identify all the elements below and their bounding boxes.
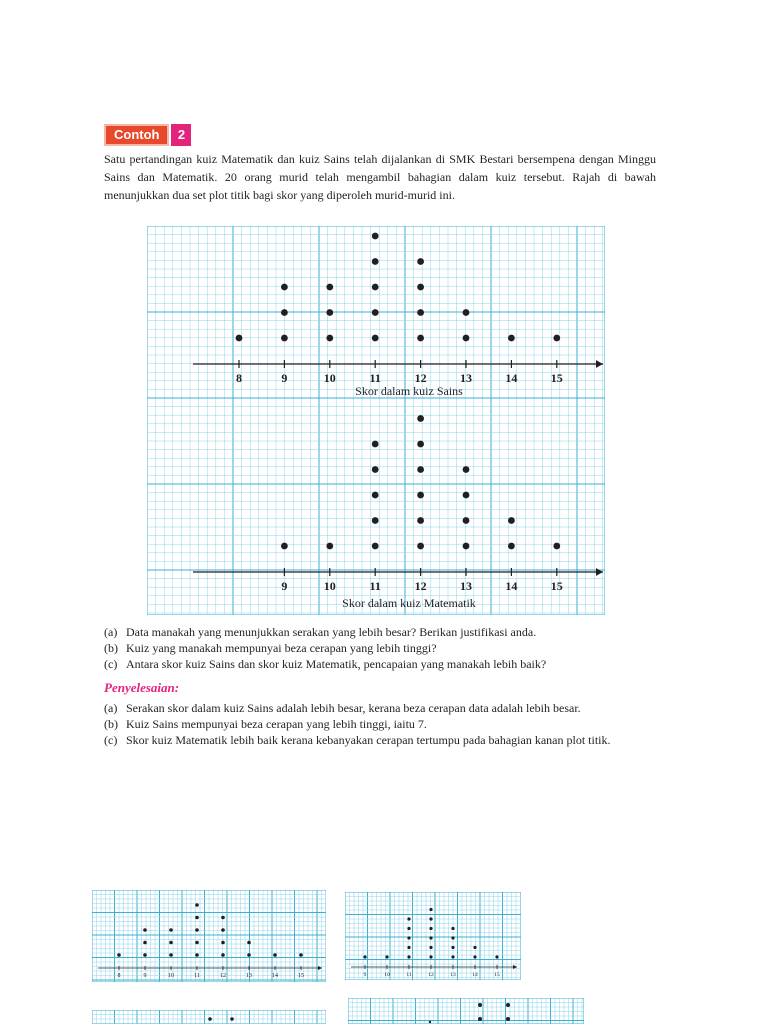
data-dot bbox=[417, 415, 424, 422]
data-dot bbox=[221, 916, 225, 920]
data-dot bbox=[407, 955, 410, 958]
data-dot bbox=[247, 941, 251, 945]
data-dot bbox=[417, 441, 424, 448]
data-dot bbox=[221, 941, 225, 945]
dot-plots-svg bbox=[147, 226, 605, 615]
answer-list bbox=[104, 700, 656, 748]
data-dot bbox=[372, 466, 379, 473]
answer-item: (a) Serakan skor dalam kuiz Sains adalah lebih besar, kerana beza cerapan data adalah lebih besar. bbox=[104, 701, 581, 715]
x-tick-label: 8 bbox=[117, 973, 121, 979]
example-number: 2 bbox=[171, 124, 191, 146]
dot-plot-graph-paper bbox=[147, 226, 605, 615]
thumbnail-dot-plot-c bbox=[92, 1010, 326, 1024]
x-tick-label: 12 bbox=[414, 371, 427, 385]
data-dot bbox=[117, 953, 121, 957]
x-tick-label: 12 bbox=[428, 972, 434, 978]
data-dot bbox=[326, 335, 333, 342]
x-tick-label: 9 bbox=[281, 579, 288, 593]
data-dot bbox=[451, 955, 454, 958]
thumbnail-grid bbox=[348, 998, 584, 1024]
data-dot bbox=[451, 936, 454, 939]
example-tag bbox=[104, 124, 191, 146]
data-dot bbox=[417, 309, 424, 316]
data-dot bbox=[463, 492, 470, 499]
data-dot bbox=[372, 335, 379, 342]
x-tick-label: 8 bbox=[236, 371, 242, 385]
answer-item: (c) Skor kuiz Matematik lebih baik kerana kebanyakan cerapan tertumpu pada bahagian kanan plot titik. bbox=[104, 733, 611, 747]
x-tick-label: 14 bbox=[472, 972, 478, 978]
data-dot bbox=[195, 928, 199, 932]
x-tick-label: 11 bbox=[406, 972, 412, 978]
data-dot bbox=[281, 335, 288, 342]
data-dot bbox=[273, 953, 277, 957]
data-dot bbox=[553, 335, 560, 342]
question-list bbox=[104, 624, 656, 672]
data-dot bbox=[281, 309, 288, 316]
data-dot bbox=[230, 1017, 234, 1021]
data-dot bbox=[417, 284, 424, 291]
data-dot bbox=[407, 917, 410, 920]
x-tick-label: 14 bbox=[505, 371, 518, 385]
x-tick-label: 14 bbox=[272, 973, 278, 979]
data-dot bbox=[495, 955, 498, 958]
data-dot bbox=[299, 953, 303, 957]
data-dot bbox=[463, 309, 470, 316]
x-tick-label: 9 bbox=[281, 371, 288, 385]
data-dot bbox=[473, 946, 476, 949]
thumbnail-dot-plot-a bbox=[92, 890, 326, 982]
data-dot bbox=[281, 284, 288, 291]
data-dot bbox=[195, 903, 199, 907]
x-tick-label: 13 bbox=[246, 973, 252, 979]
x-tick-label: 15 bbox=[494, 972, 500, 978]
solution-heading: Penyelesaian: bbox=[104, 680, 180, 695]
data-dot bbox=[195, 916, 199, 920]
data-dot bbox=[372, 309, 379, 316]
x-tick-label: 15 bbox=[298, 973, 304, 979]
data-dot bbox=[478, 1003, 482, 1007]
data-dot bbox=[429, 1021, 431, 1023]
data-dot bbox=[463, 543, 470, 550]
data-dot bbox=[429, 946, 432, 949]
x-tick-label: 15 bbox=[550, 579, 563, 593]
data-dot bbox=[385, 955, 388, 958]
data-dot bbox=[363, 955, 366, 958]
data-dot bbox=[372, 543, 379, 550]
data-dot bbox=[143, 953, 147, 957]
data-dot bbox=[236, 335, 243, 342]
data-dot bbox=[506, 1003, 510, 1007]
x-axis-label: Skor dalam kuiz Sains bbox=[355, 384, 463, 398]
data-dot bbox=[169, 928, 173, 932]
data-dot bbox=[508, 543, 515, 550]
data-dot bbox=[429, 936, 432, 939]
question-item: (b) Kuiz yang manakah mempunyai beza cerapan yang lebih tinggi? bbox=[104, 641, 437, 655]
data-dot bbox=[372, 284, 379, 291]
data-dot bbox=[169, 953, 173, 957]
x-tick-label: 13 bbox=[460, 371, 472, 385]
data-dot bbox=[143, 928, 147, 932]
data-dot bbox=[372, 441, 379, 448]
x-tick-label: 11 bbox=[369, 579, 381, 593]
x-tick-label: 14 bbox=[505, 579, 518, 593]
intro-paragraph: Satu pertandingan kuiz Matematik dan kuiz Sains telah dijalankan di SMK Bestari bersempena dengan Minggu Sains dan Matematik. 20 orang murid telah mengambil bahagian dalam kuiz tersebut. Rajah di bawah menunjukkan dua set plot titik bagi skor yang diperoleh murid-murid ini. bbox=[104, 152, 656, 202]
data-dot bbox=[429, 955, 432, 958]
data-dot bbox=[372, 258, 379, 265]
x-axis-label: Skor dalam kuiz Matematik bbox=[342, 596, 476, 610]
data-dot bbox=[478, 1017, 482, 1021]
data-dot bbox=[407, 946, 410, 949]
data-dot bbox=[195, 953, 199, 957]
x-tick-label: 10 bbox=[384, 972, 390, 978]
data-dot bbox=[553, 543, 560, 550]
data-dot bbox=[417, 258, 424, 265]
data-dot bbox=[208, 1017, 212, 1021]
data-dot bbox=[143, 941, 147, 945]
data-dot bbox=[247, 953, 251, 957]
x-tick-label: 9 bbox=[363, 972, 367, 978]
data-dot bbox=[508, 517, 515, 524]
answer-item: (b) Kuiz Sains mempunyai beza cerapan yang lebih tinggi, iaitu 7. bbox=[104, 717, 427, 731]
data-dot bbox=[473, 955, 476, 958]
data-dot bbox=[463, 517, 470, 524]
data-dot bbox=[169, 941, 173, 945]
data-dot bbox=[417, 466, 424, 473]
x-tick-label: 10 bbox=[323, 579, 336, 593]
example-label: Contoh bbox=[104, 124, 169, 146]
x-tick-label: 11 bbox=[194, 973, 200, 979]
thumbnail-dot-plot-b bbox=[345, 892, 521, 980]
data-dot bbox=[372, 492, 379, 499]
x-tick-label: 13 bbox=[460, 579, 472, 593]
data-dot bbox=[326, 543, 333, 550]
x-tick-label: 9 bbox=[143, 973, 147, 979]
data-dot bbox=[221, 953, 225, 957]
question-item: (a) Data manakah yang menunjukkan serakan yang lebih besar? Berikan justifikasi anda. bbox=[104, 625, 537, 639]
data-dot bbox=[463, 335, 470, 342]
data-dot bbox=[407, 936, 410, 939]
data-dot bbox=[326, 284, 333, 291]
x-tick-label: 11 bbox=[369, 371, 381, 385]
data-dot bbox=[417, 335, 424, 342]
x-tick-label: 13 bbox=[450, 972, 456, 978]
data-dot bbox=[407, 927, 410, 930]
data-dot bbox=[429, 927, 432, 930]
data-dot bbox=[417, 543, 424, 550]
data-dot bbox=[451, 927, 454, 930]
data-dot bbox=[506, 1017, 510, 1021]
x-tick-label: 10 bbox=[168, 973, 174, 979]
x-tick-label: 15 bbox=[550, 371, 563, 385]
data-dot bbox=[281, 543, 288, 550]
data-dot bbox=[417, 517, 424, 524]
data-dot bbox=[508, 335, 515, 342]
data-dot bbox=[195, 941, 199, 945]
data-dot bbox=[372, 517, 379, 524]
x-tick-label: 12 bbox=[414, 579, 427, 593]
x-tick-label: 10 bbox=[323, 371, 336, 385]
data-dot bbox=[463, 466, 470, 473]
data-dot bbox=[451, 946, 454, 949]
data-dot bbox=[221, 928, 225, 932]
data-dot bbox=[429, 917, 432, 920]
question-item: (c) Antara skor kuiz Sains dan skor kuiz Matematik, pencapaian yang manakah lebih baik? bbox=[104, 657, 547, 671]
data-dot bbox=[326, 309, 333, 316]
data-dot bbox=[372, 233, 379, 240]
thumbnail-grid bbox=[92, 1010, 326, 1024]
thumbnail-dot-plot-d bbox=[348, 998, 584, 1024]
x-tick-label: 12 bbox=[220, 973, 226, 979]
data-dot bbox=[429, 908, 432, 911]
data-dot bbox=[417, 492, 424, 499]
